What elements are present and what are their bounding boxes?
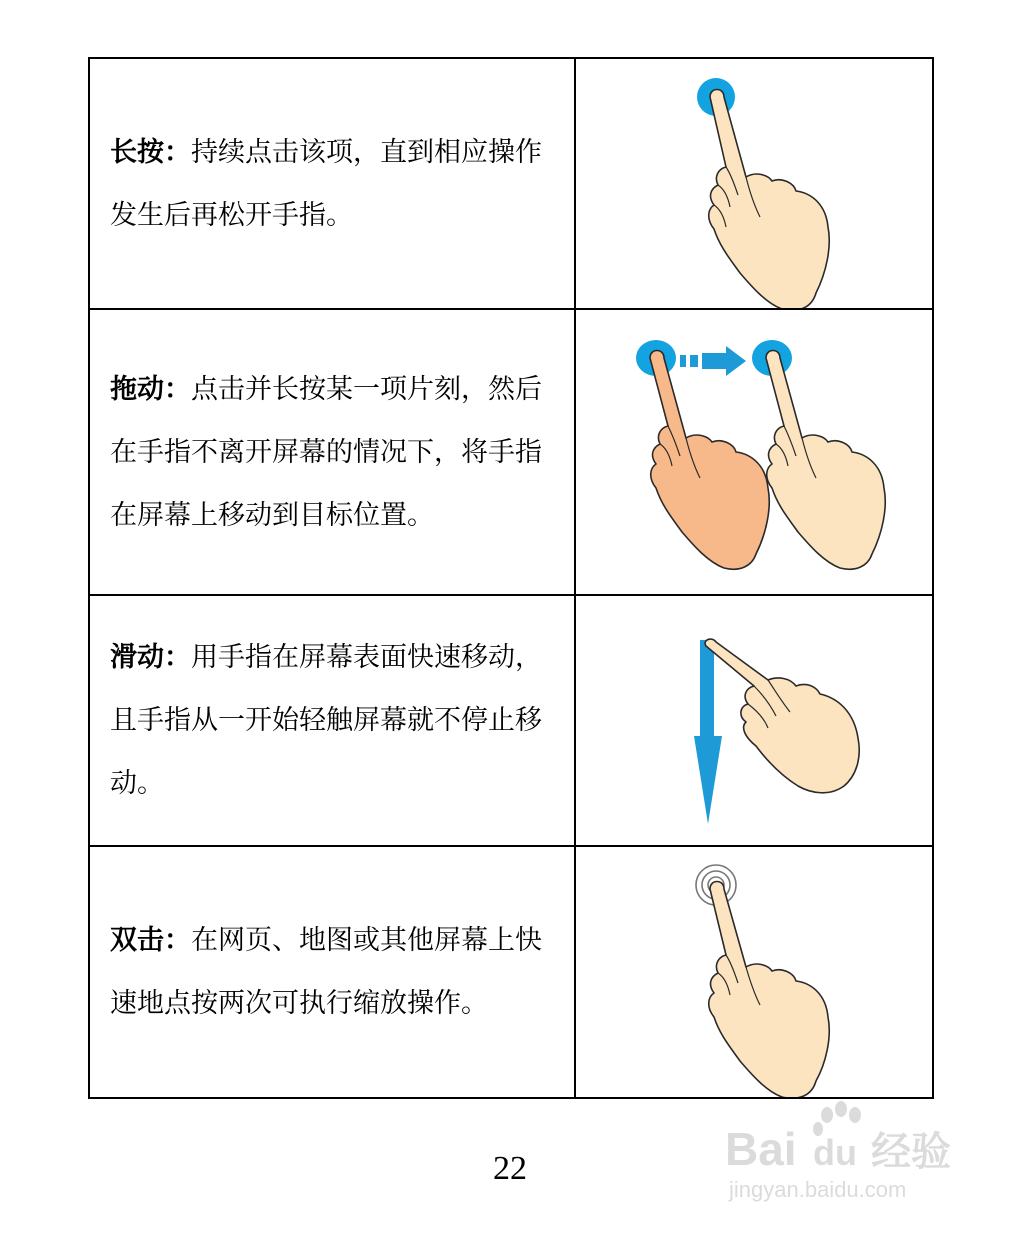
- text-cell: [89, 58, 575, 309]
- hand-drag-icon: [576, 310, 974, 594]
- baidu-watermark: [715, 1095, 975, 1205]
- watermark-url: jingyan.baidu.com: [729, 1177, 907, 1202]
- watermark-cn-label: 经验: [871, 1130, 951, 1174]
- text-cell: [89, 309, 575, 595]
- gesture-table: [88, 57, 934, 1099]
- row-term: 双击：: [110, 925, 191, 956]
- row-text: 用手指在屏幕表面快速移动，且手指从一开始轻触屏幕就不停止移动。: [110, 642, 542, 799]
- watermark-brand-suffix: du: [813, 1132, 857, 1173]
- illustration-cell: [575, 309, 933, 595]
- row-term: 滑动：: [110, 642, 191, 673]
- row-term: 拖动：: [110, 373, 191, 405]
- illustration-cell: [575, 58, 933, 309]
- hand-swipe-icon: [576, 596, 974, 845]
- paw-logo-icon: [813, 1101, 861, 1136]
- text-cell: [89, 595, 575, 846]
- row-term: 长按：: [110, 136, 191, 168]
- illustration-cell: [575, 846, 933, 1098]
- row-description: [110, 121, 556, 247]
- illustration-cell: [575, 595, 933, 846]
- row-text: 点击并长按某一项片刻，然后在手指不离开屏幕的情况下，将手指在屏幕上移动到目标位置。: [110, 373, 542, 531]
- hand-long-press-icon: [576, 59, 974, 308]
- page-number: 22: [493, 1150, 527, 1187]
- row-description: [110, 626, 556, 815]
- table-row: [89, 309, 933, 595]
- text-cell: [89, 846, 575, 1098]
- row-description: [110, 909, 556, 1035]
- table-row: [89, 58, 933, 309]
- hand-double-tap-icon: [576, 847, 974, 1097]
- row-text: 持续点击该项，直到相应操作发生后再松开手指。: [110, 136, 542, 231]
- table-row: [89, 846, 933, 1098]
- watermark-brand: Bai: [725, 1123, 797, 1175]
- row-description: [110, 358, 556, 547]
- row-text: 在网页、地图或其他屏幕上快速地点按两次可执行缩放操作。: [110, 925, 542, 1019]
- table-row: [89, 595, 933, 846]
